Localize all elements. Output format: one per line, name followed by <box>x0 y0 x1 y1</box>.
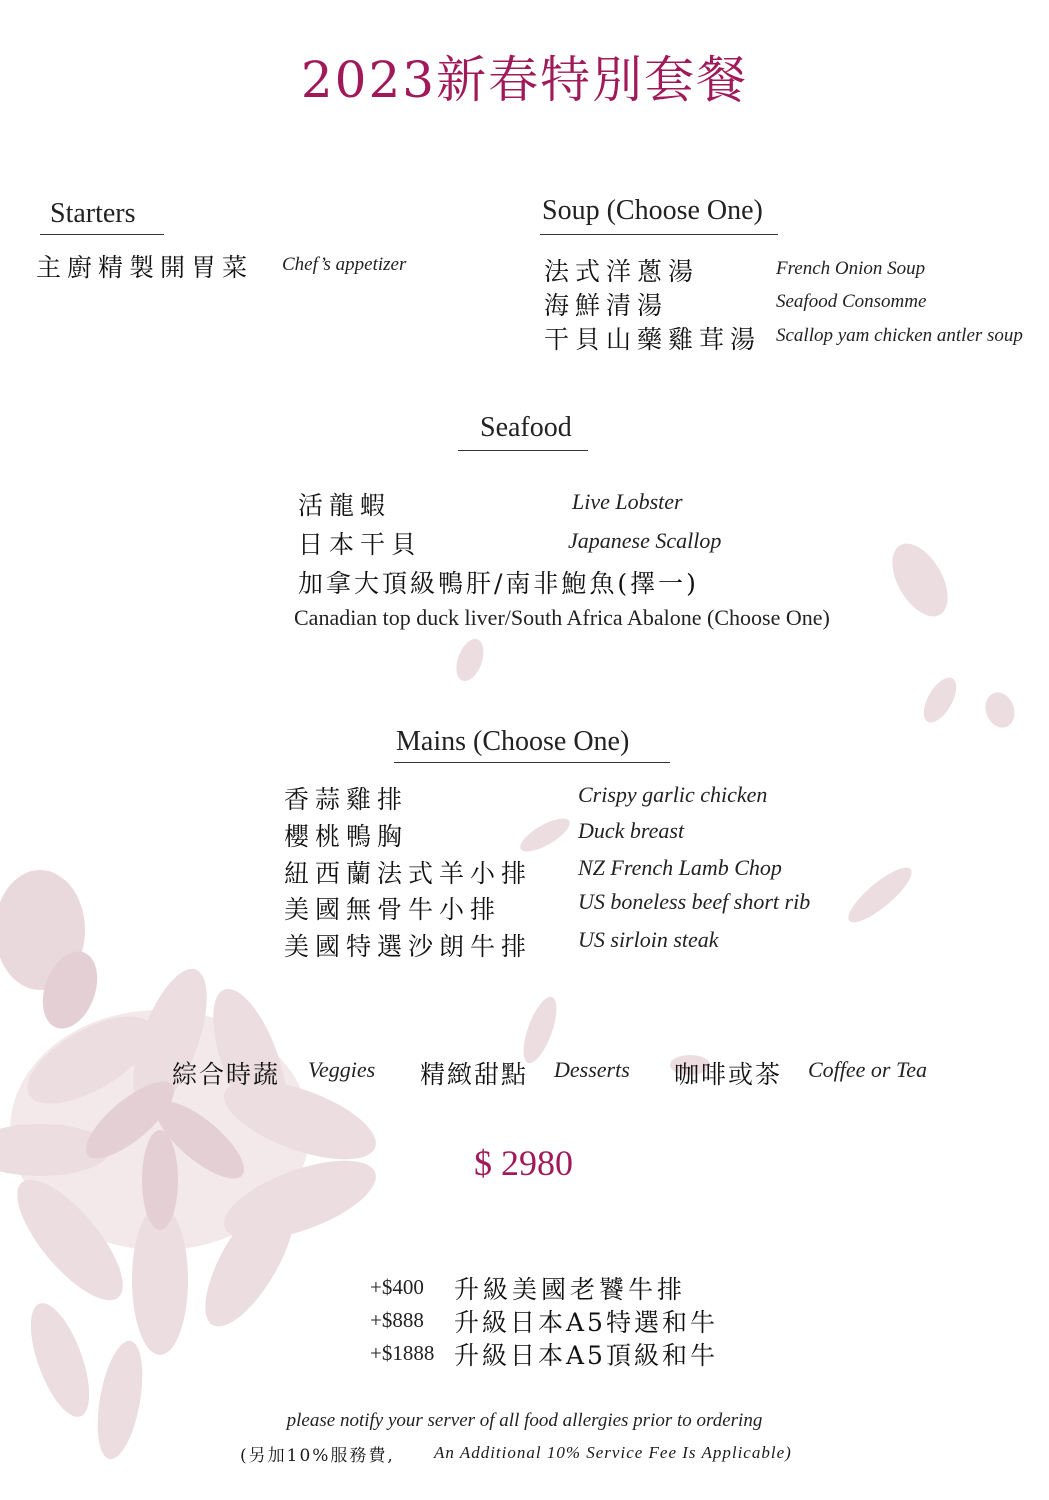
service-fee-zh: (另加10%服務費, <box>240 1446 395 1466</box>
mains-item-en: NZ French Lamb Chop <box>578 855 782 880</box>
mains-underline <box>394 762 670 763</box>
extra-item-zh: 精緻甜點 <box>420 1060 529 1089</box>
seafood-item-en: Live Lobster <box>572 489 683 514</box>
starters-item-zh: 主廚精製開胃菜 <box>36 253 254 282</box>
soup-item-en: French Onion Soup <box>776 258 926 279</box>
mains-item-en: US boneless beef short rib <box>578 889 811 914</box>
menu-title: 2023新春特別套餐 <box>300 51 749 109</box>
soup-item-zh: 海鮮清湯 <box>544 291 669 320</box>
upgrade-item-zh: 升級日本A5特選和牛 <box>454 1308 718 1337</box>
set-price: $ 2980 <box>474 1143 573 1183</box>
mains-item-zh: 美國無骨牛小排 <box>284 895 502 924</box>
service-fee-en: An Additional 10% Service Fee Is Applicable) <box>434 1443 792 1462</box>
starters-heading: Starters <box>50 198 136 229</box>
mains-item-zh: 香蒜雞排 <box>284 785 409 814</box>
upgrade-price: +$888 <box>370 1308 424 1332</box>
seafood-item-zh: 活龍蝦 <box>298 491 392 520</box>
mains-item-zh: 美國特選沙朗牛排 <box>284 932 533 961</box>
mains-heading: Mains (Choose One) <box>396 726 630 757</box>
seafood-item-zh: 日本干貝 <box>298 530 423 559</box>
upgrade-item-zh: 升級美國老饕牛排 <box>454 1275 687 1304</box>
soup-item-zh: 法式洋蔥湯 <box>544 257 700 286</box>
upgrade-item-zh: 升級日本A5頂級和牛 <box>454 1341 718 1370</box>
soup-underline <box>540 234 778 235</box>
extra-item-en: Veggies <box>308 1057 376 1082</box>
extra-item-en: Coffee or Tea <box>808 1057 927 1082</box>
seafood-choice-zh: 加拿大頂級鴨肝/南非鮑魚(擇一) <box>298 569 699 598</box>
extra-item-en: Desserts <box>554 1057 630 1082</box>
soup-item-zh: 干貝山藥雞茸湯 <box>544 325 762 354</box>
mains-item-en: Crispy garlic chicken <box>578 782 768 807</box>
seafood-choice-en: Canadian top duck liver/South Africa Abalone (Choose One) <box>294 605 830 630</box>
extra-item-zh: 咖啡或茶 <box>674 1060 783 1089</box>
seafood-item-en: Japanese Scallop <box>568 528 722 553</box>
mains-item-en: US sirloin steak <box>578 927 719 952</box>
mains-item-en: Duck breast <box>578 818 685 843</box>
starters-underline <box>40 234 164 235</box>
soup-item-en: Scallop yam chicken antler soup <box>776 325 1023 346</box>
allergy-notice: please notify your server of all food allergies prior to ordering <box>286 1410 763 1431</box>
upgrade-price: +$400 <box>370 1275 424 1299</box>
mains-item-zh: 櫻桃鴨胸 <box>284 822 409 851</box>
upgrade-price: +$1888 <box>370 1341 435 1365</box>
soup-heading: Soup (Choose One) <box>542 195 763 226</box>
seafood-underline <box>458 450 588 451</box>
starters-item-en: Chef’s appetizer <box>282 254 407 275</box>
extra-item-zh: 綜合時蔬 <box>172 1060 281 1089</box>
soup-item-en: Seafood Consomme <box>776 291 927 312</box>
mains-item-zh: 紐西蘭法式羊小排 <box>284 859 533 888</box>
seafood-heading: Seafood <box>480 412 572 443</box>
